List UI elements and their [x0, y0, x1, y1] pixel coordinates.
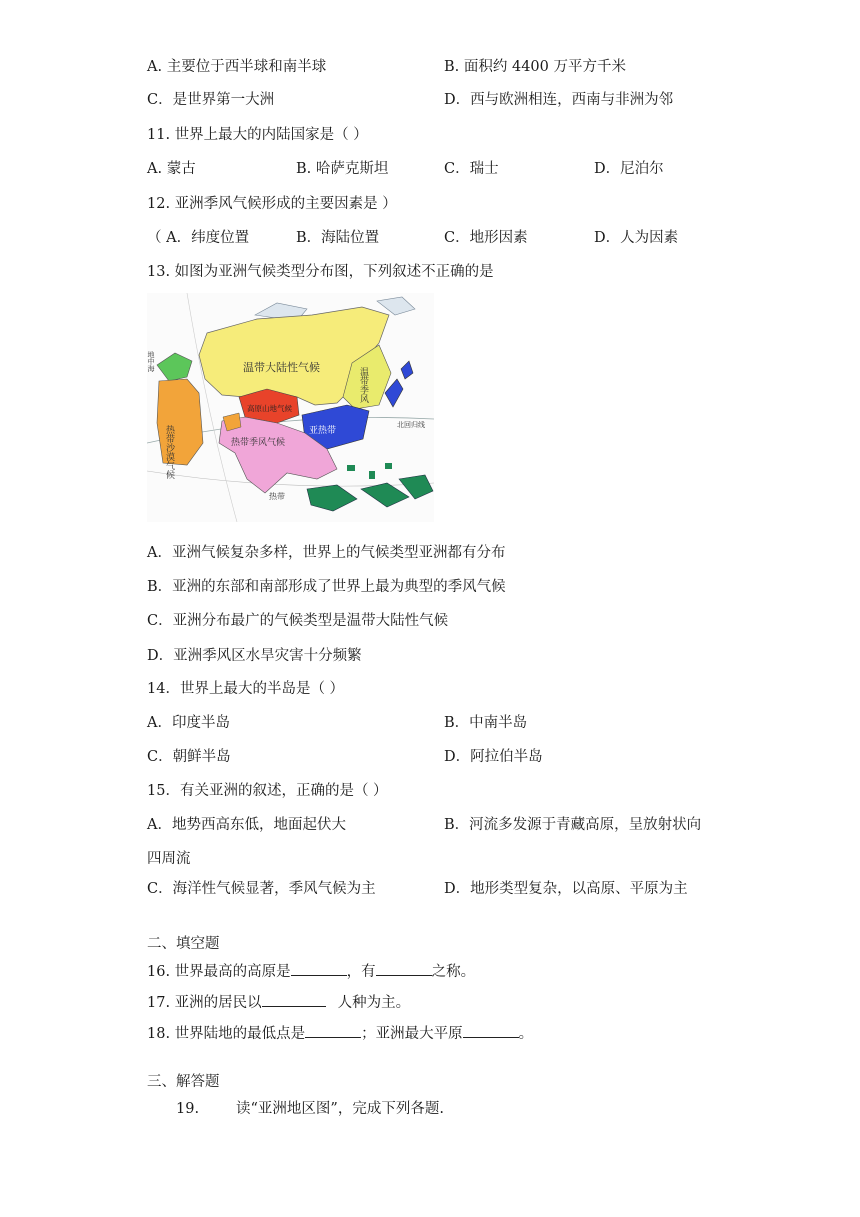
q15-option-d: D．地形类型复杂，以高原、平原为主 [444, 881, 688, 897]
q10-option-a: A. 主要位于西半球和南半球 [147, 59, 327, 75]
q11-option-b: B. 哈萨克斯坦 [296, 161, 389, 177]
q13-option-c: C．亚洲分布最广的气候类型是温带大陆性气候 [147, 613, 449, 629]
label-mediterranean: 地中海 [147, 351, 155, 372]
q18-blank-1[interactable] [305, 1023, 361, 1038]
q18-text-a: 18. 世界陆地的最低点是 [147, 1026, 306, 1042]
q12-stem: 12. 亚洲季风气候形成的主要因素是 ） [147, 196, 397, 212]
q18 [147, 1023, 533, 1044]
q15-stem: 15．有关亚洲的叙述，正确的是（ ） [147, 783, 388, 799]
q12-option-c: C．地形因素 [444, 230, 528, 246]
q12-option-b: B．海陆位置 [296, 230, 380, 246]
section-3-title: 三、解答题 [147, 1074, 220, 1090]
label-tropical-desert: 热带沙漠气候 [164, 425, 174, 479]
q11-option-d: D．尼泊尔 [594, 161, 664, 177]
q18-text-c: 。 [518, 1026, 534, 1042]
q14-option-a: A．印度半岛 [147, 715, 230, 731]
q15-option-b: B．河流多发源于青藏高原，呈放射状向 [444, 817, 702, 833]
q16-text-b: ，有 [346, 964, 376, 980]
q17 [147, 992, 410, 1013]
q16 [147, 961, 475, 982]
q10-option-d: D．西与欧洲相连，西南与非洲为邻 [444, 92, 674, 108]
q15-option-a: A．地势西高东低，地面起伏大 [147, 817, 346, 833]
q13-option-a: A．亚洲气候复杂多样，世界上的气候类型亚洲都有分布 [147, 545, 506, 561]
asia-climate-map [147, 293, 434, 522]
q16-text-a: 16. 世界最高的高原是 [147, 964, 291, 980]
q19-number: 19. [176, 1101, 200, 1117]
q14-option-c: C．朝鲜半岛 [147, 749, 231, 765]
label-tropical-monsoon: 热带季风气候 [231, 438, 286, 448]
q17-blank[interactable] [262, 992, 326, 1007]
q17-text-b: 人种为主。 [337, 995, 411, 1011]
q16-blank-2[interactable] [376, 961, 432, 976]
label-highland: 高原山地气候 [247, 404, 292, 413]
q15-option-b-continued: 四周流 [147, 851, 191, 867]
label-tropical: 热带 [269, 492, 285, 501]
q19-text: 读“亚洲地区图”，完成下列各题. [236, 1101, 444, 1117]
q11-stem: 11. 世界上最大的内陆国家是（ ） [147, 127, 368, 143]
q13-option-b: B．亚洲的东部和南部形成了世界上最为典型的季风气候 [147, 579, 506, 595]
label-temperate-monsoon: 温带季风 [358, 367, 368, 403]
q12-option-d: D．人为因素 [594, 230, 679, 246]
q16-text-c: 之称。 [431, 964, 476, 980]
q12-option-a: （ A．纬度位置 [147, 230, 250, 246]
q11-option-a: A. 蒙古 [147, 161, 196, 177]
section-2-title: 二、填空题 [147, 936, 220, 952]
q15-option-c: C．海洋性气候显著，季风气候为主 [147, 881, 376, 897]
q10-option-c: C．是世界第一大洲 [147, 92, 275, 108]
q13-stem: 13. 如图为亚洲气候类型分布图，下列叙述不正确的是 [147, 264, 494, 280]
q18-text-b: ；亚洲最大平原 [361, 1026, 463, 1042]
q11-option-c: C．瑞士 [444, 161, 499, 177]
q14-stem: 14．世界上最大的半岛是（ ） [147, 681, 345, 697]
q17-text-a: 17. 亚洲的居民以 [147, 995, 262, 1011]
label-temperate-continental: 温带大陆性气候 [243, 361, 320, 374]
label-tropic-of-cancer: 北回归线 [397, 421, 425, 429]
q18-blank-2[interactable] [463, 1023, 519, 1038]
q14-option-d: D．阿拉伯半岛 [444, 749, 543, 765]
label-subtropical-monsoon: 亚热带 [309, 426, 337, 436]
q10-option-b: B. 面积约 4400 万平方千米 [444, 59, 626, 75]
q14-option-b: B．中南半岛 [444, 715, 528, 731]
q16-blank-1[interactable] [291, 961, 347, 976]
q13-option-d: D．亚洲季风区水旱灾害十分频繁 [147, 648, 362, 664]
